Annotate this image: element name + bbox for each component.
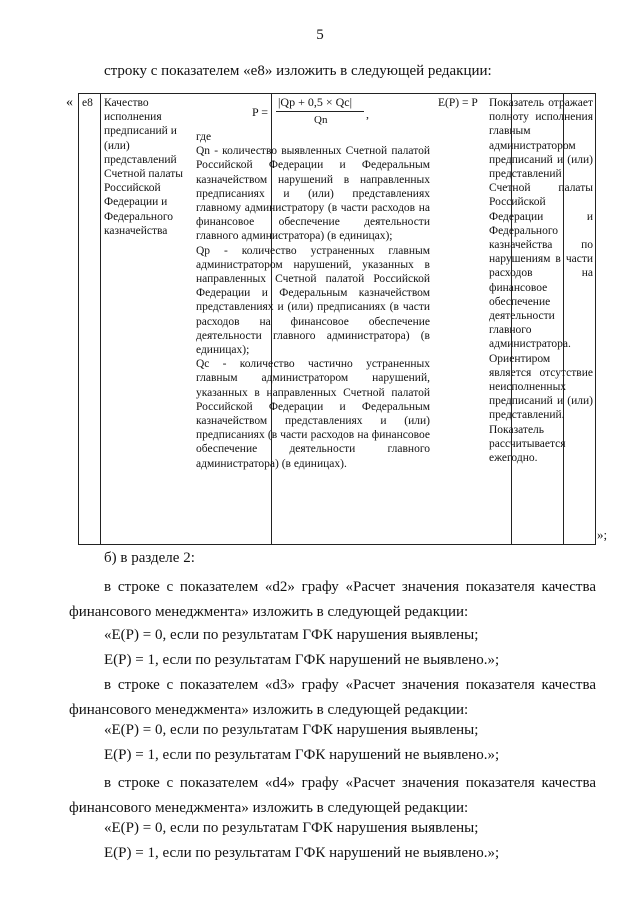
formula-numerator: |Qp + 0,5 × Qc| <box>278 95 352 109</box>
d3-line-1: «E(P) = 0, если по результатам ГФК нарушения выявлены; <box>104 722 479 738</box>
d4-line-2: E(P) = 1, если по результатам ГФК нарушений не выявлено.»; <box>104 845 500 861</box>
explanation-where: где <box>196 131 212 143</box>
evaluation-formula: E(P) = P <box>438 97 478 109</box>
formula-comma: , <box>366 107 369 121</box>
intro-text: строку с показателем «е8» изложить в следующей редакции: <box>104 63 492 79</box>
paragraph-d4: в строке с показателем «d4» графу «Расчет значения показателя качества финансового менеджмента» изложить в следующей редакции: <box>69 775 596 816</box>
explanation-qn: Qn - количество выявленных Счетной палатой Российской Федерации и Федеральным казначейством нарушений в направленных предписаниях и (или) представлениях главному администратору (в части расходов на финансовое обеспечение деятельности главного администратора) (в единицах); <box>196 145 430 243</box>
formula-lhs: P = <box>252 105 268 119</box>
explanation-qc: Qc - количество частично устраненных главным администратором нарушений, указанных в направленных Счетной палатой Российской Федерации и Федеральным казначейством представлениях и (или) предписаниях (в части расходов на финансовое обеспечение деятельности главного администратора) (в единицах). <box>196 358 430 470</box>
formula-denominator: Qn <box>314 114 328 126</box>
paragraph-d3: в строке с показателем «d3» графу «Расчет значения показателя качества финансового менеджмента» изложить в следующей редакции: <box>69 677 596 718</box>
formula-explanation <box>196 130 430 471</box>
d3-line-2: E(P) = 1, если по результатам ГФК нарушений не выявлено.»; <box>104 747 500 763</box>
quote-close: »; <box>597 527 608 542</box>
d2-line-1: «E(P) = 0, если по результатам ГФК нарушения выявлены; <box>104 627 479 643</box>
paragraph-d2: в строке с показателем «d2» графу «Расчет значения показателя качества финансового менеджмента» изложить в следующей редакции: <box>69 579 596 620</box>
quote-open: « <box>66 95 73 110</box>
column-code <box>79 94 101 544</box>
page-number: 5 <box>316 27 324 43</box>
fraction-bar <box>276 111 364 112</box>
formula <box>196 93 430 126</box>
indicator-description: Показатель отражает полноту исполнения главным администратором предписаний и (или) представлений Счетной палаты Российской Федерации и Федерального казначейства по нарушениям в части расходов на финансовое обеспечение деятельности главного администратора. Ориентиром является отсутствие неисполненных предписаний и (или) представлений. Показатель рассчитывается ежегодно. <box>489 97 593 465</box>
indicator-code: е8 <box>82 97 93 109</box>
d2-line-2: E(P) = 1, если по результатам ГФК нарушений не выявлено.»; <box>104 652 500 668</box>
explanation-qp: Qp - количество устраненных главным администратором нарушений, указанных в направленных Счетной палатой Российской Федерации и Федеральным казначейством представлениях и (или) предписаниях (в части расходов на финансовое обеспечение деятельности главного администратора) (в единицах); <box>196 244 430 357</box>
d4-line-1: «E(P) = 0, если по результатам ГФК нарушения выявлены; <box>104 820 479 836</box>
indicator-name: Качество исполнения предписаний и (или) представлений Счетной палаты Российской Федерации и Федерального казначейства <box>104 97 184 237</box>
section-heading: б) в разделе 2: <box>104 550 195 566</box>
